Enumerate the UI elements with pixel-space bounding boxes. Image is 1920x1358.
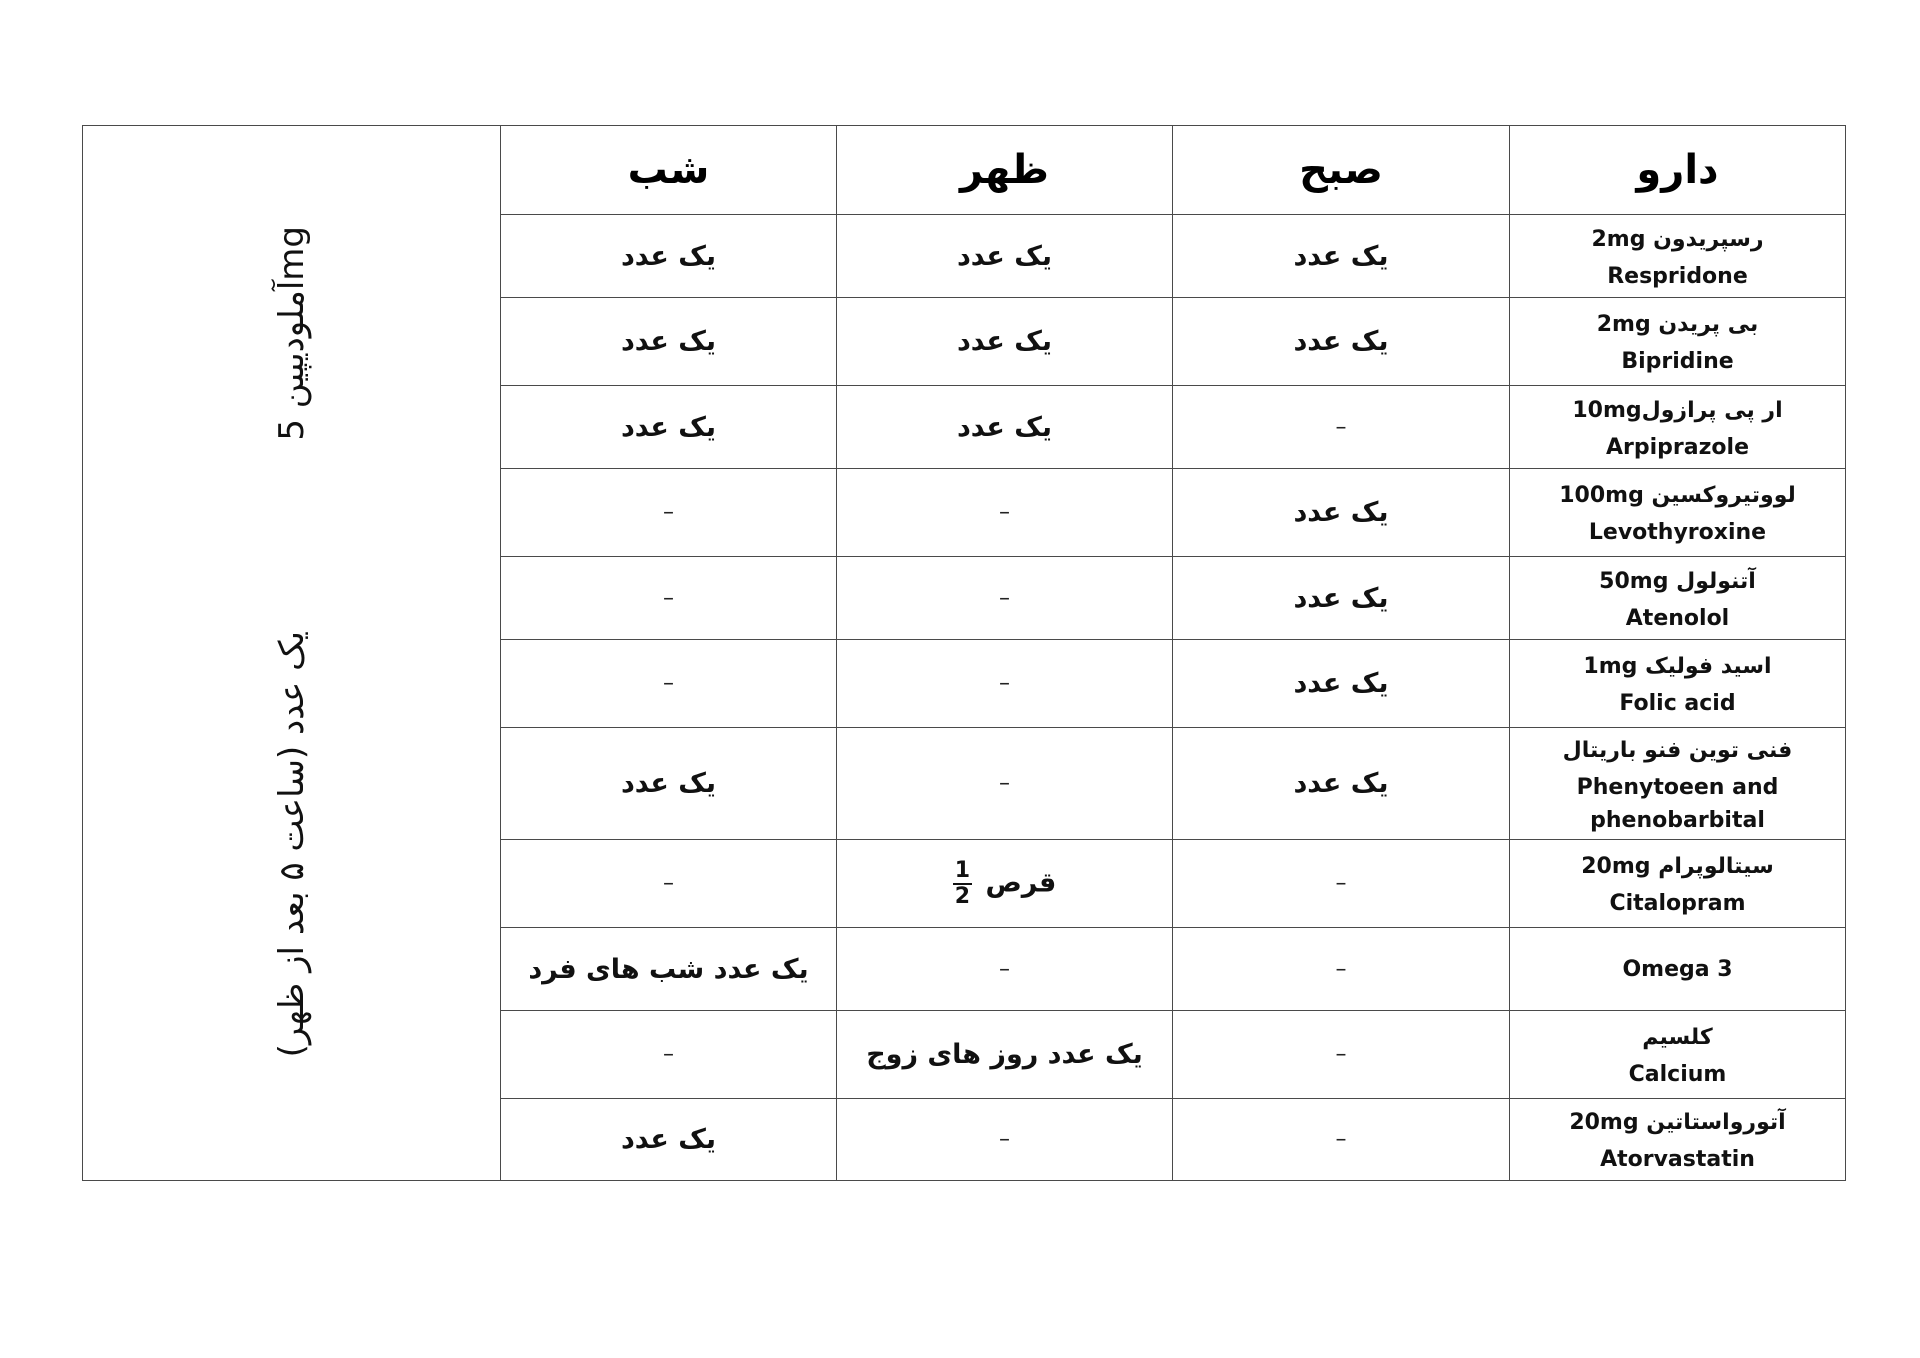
fraction-numerator: 1: [954, 857, 971, 883]
noon-cell: –: [837, 1099, 1173, 1181]
drug-name-fa: لووتیروکسین 100mg: [1559, 483, 1796, 508]
night-cell: –: [501, 1011, 837, 1099]
morning-cell: –: [1173, 386, 1510, 469]
noon-cell: –: [837, 928, 1173, 1011]
morning-cell: یک عدد: [1173, 640, 1510, 728]
drug-name-fa: فنی توین فنو باریتال: [1562, 737, 1793, 763]
noon-cell: [837, 840, 1173, 928]
drug-name-en: Respridone: [1607, 263, 1748, 289]
noon-cell: یک عدد: [837, 215, 1173, 298]
noon-dose-unit: قرص: [985, 867, 1057, 898]
morning-cell: –: [1173, 840, 1510, 928]
drug-name-fa: کلسیم: [1642, 1025, 1713, 1050]
half-fraction: [953, 859, 972, 909]
morning-cell: یک عدد: [1173, 215, 1510, 298]
drug-name-fa: ار پی پرازول10mg: [1572, 397, 1783, 423]
morning-cell: یک عدد: [1173, 557, 1510, 640]
morning-cell: یک عدد: [1173, 298, 1510, 386]
drug-cell: [1510, 1011, 1846, 1099]
night-cell: یک عدد: [501, 728, 837, 840]
drug-name-en: Folic acid: [1619, 691, 1736, 716]
drug-cell: [1510, 928, 1846, 1011]
noon-cell: –: [837, 728, 1173, 840]
drug-name-en: Levothyroxine: [1588, 520, 1767, 545]
drug-cell: [1510, 728, 1846, 840]
noon-cell: یک عدد: [837, 298, 1173, 386]
morning-cell: یک عدد: [1173, 728, 1510, 840]
drug-name-fa: آتنولول 50mg: [1599, 568, 1756, 594]
drug-cell: [1510, 215, 1846, 298]
header-night: شب: [501, 126, 837, 215]
drug-cell: [1510, 557, 1846, 640]
drug-name-fa: آتورواستاتین 20mg: [1569, 1110, 1786, 1135]
header-drug: دارو: [1510, 126, 1846, 215]
noon-cell: –: [837, 640, 1173, 728]
night-cell: –: [501, 557, 837, 640]
noon-cell: –: [837, 469, 1173, 557]
drug-name-en: Omega 3: [1622, 956, 1733, 982]
drug-name-en: Arpiprazole: [1606, 434, 1749, 460]
noon-cell: یک عدد روز های زوج: [837, 1011, 1173, 1099]
night-cell: –: [501, 640, 837, 728]
morning-cell: –: [1173, 928, 1510, 1011]
drug-cell: [1510, 1099, 1846, 1181]
drug-name-en: Phenytoeen and phenobarbital: [1576, 774, 1779, 833]
drug-name-en: Calcium: [1628, 1062, 1727, 1087]
drug-name-en: Citalopram: [1609, 891, 1746, 916]
drug-cell: [1510, 469, 1846, 557]
amlodipine-note: آملودیپین 5mg: [271, 226, 312, 441]
night-cell: یک عدد: [501, 386, 837, 469]
medication-schedule-table: [82, 125, 1846, 1181]
drug-name-en: Atorvastatin: [1600, 1147, 1755, 1172]
noon-cell: یک عدد: [837, 386, 1173, 469]
drug-name-fa: سیتالوپرام 20mg: [1581, 854, 1774, 879]
drug-name-fa: بی پریدن 2mg: [1596, 312, 1759, 337]
header-row: [83, 126, 1846, 215]
morning-cell: –: [1173, 1011, 1510, 1099]
drug-name-fa: اسید فولیک 1mg: [1583, 654, 1772, 679]
night-cell: یک عدد: [501, 215, 837, 298]
drug-name-en: Atenolol: [1625, 605, 1730, 631]
header-noon: ظهر: [837, 126, 1173, 215]
morning-cell: یک عدد: [1173, 469, 1510, 557]
header-morning: صبح: [1173, 126, 1510, 215]
night-cell: –: [501, 840, 837, 928]
drug-cell: [1510, 386, 1846, 469]
drug-name-fa: رسپریدون 2mg: [1591, 226, 1764, 252]
note-cell: [83, 126, 501, 1181]
noon-cell: –: [837, 557, 1173, 640]
drug-cell: [1510, 640, 1846, 728]
night-cell: –: [501, 469, 837, 557]
amlodipine-dose-note: یک عدد (ساعت ۵ بعد از ظهر): [271, 631, 312, 1058]
morning-cell: –: [1173, 1099, 1510, 1181]
fraction-denominator: 2: [954, 883, 971, 909]
drug-cell: [1510, 840, 1846, 928]
night-cell: یک عدد شب های فرد: [501, 928, 837, 1011]
drug-cell: [1510, 298, 1846, 386]
night-cell: یک عدد: [501, 1099, 837, 1181]
drug-name-en: Bipridine: [1621, 349, 1734, 374]
night-cell: یک عدد: [501, 298, 837, 386]
